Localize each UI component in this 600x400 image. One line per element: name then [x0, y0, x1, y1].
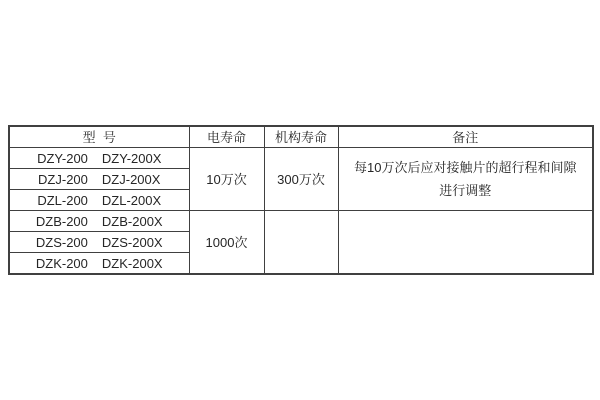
model-number: DZJ-200X — [101, 171, 161, 187]
column-header-remarks: 备注 — [338, 126, 593, 148]
spec-table — [8, 125, 594, 275]
model-number: DZB-200 — [35, 213, 88, 229]
model-number: DZL-200 — [37, 192, 88, 208]
model-number: DZB-200X — [101, 213, 163, 229]
remarks-cell — [338, 211, 593, 275]
model-cell — [9, 169, 189, 190]
column-header-model: 型 号 — [9, 126, 189, 148]
model-number: DZL-200X — [101, 192, 162, 208]
electrical-life-cell: 1000次 — [189, 211, 264, 275]
column-header-mechanical-life: 机构寿命 — [264, 126, 338, 148]
electrical-life-cell: 10万次 — [189, 148, 264, 211]
remarks-cell — [338, 148, 593, 211]
mechanical-life-cell — [264, 211, 338, 275]
model-number: DZS-200X — [101, 234, 163, 250]
column-header-electrical-life: 电寿命 — [189, 126, 264, 148]
model-number: DZK-200X — [101, 255, 163, 271]
model-cell — [9, 190, 189, 211]
table-row — [9, 211, 593, 232]
model-number: DZY-200 — [37, 150, 88, 166]
model-number: DZY-200X — [101, 150, 162, 166]
model-cell — [9, 253, 189, 275]
remarks-text-line1: 每10万次后应对接触片的超行程和间隙 — [354, 160, 577, 175]
model-number: DZS-200 — [35, 234, 88, 250]
mechanical-life-cell: 300万次 — [264, 148, 338, 211]
model-number: DZK-200 — [35, 255, 88, 271]
model-cell — [9, 211, 189, 232]
model-number: DZJ-200 — [38, 171, 88, 187]
header-row — [9, 126, 593, 148]
table-row — [9, 148, 593, 169]
remarks-text-line2: 进行调整 — [439, 183, 492, 198]
model-cell — [9, 232, 189, 253]
model-cell — [9, 148, 189, 169]
